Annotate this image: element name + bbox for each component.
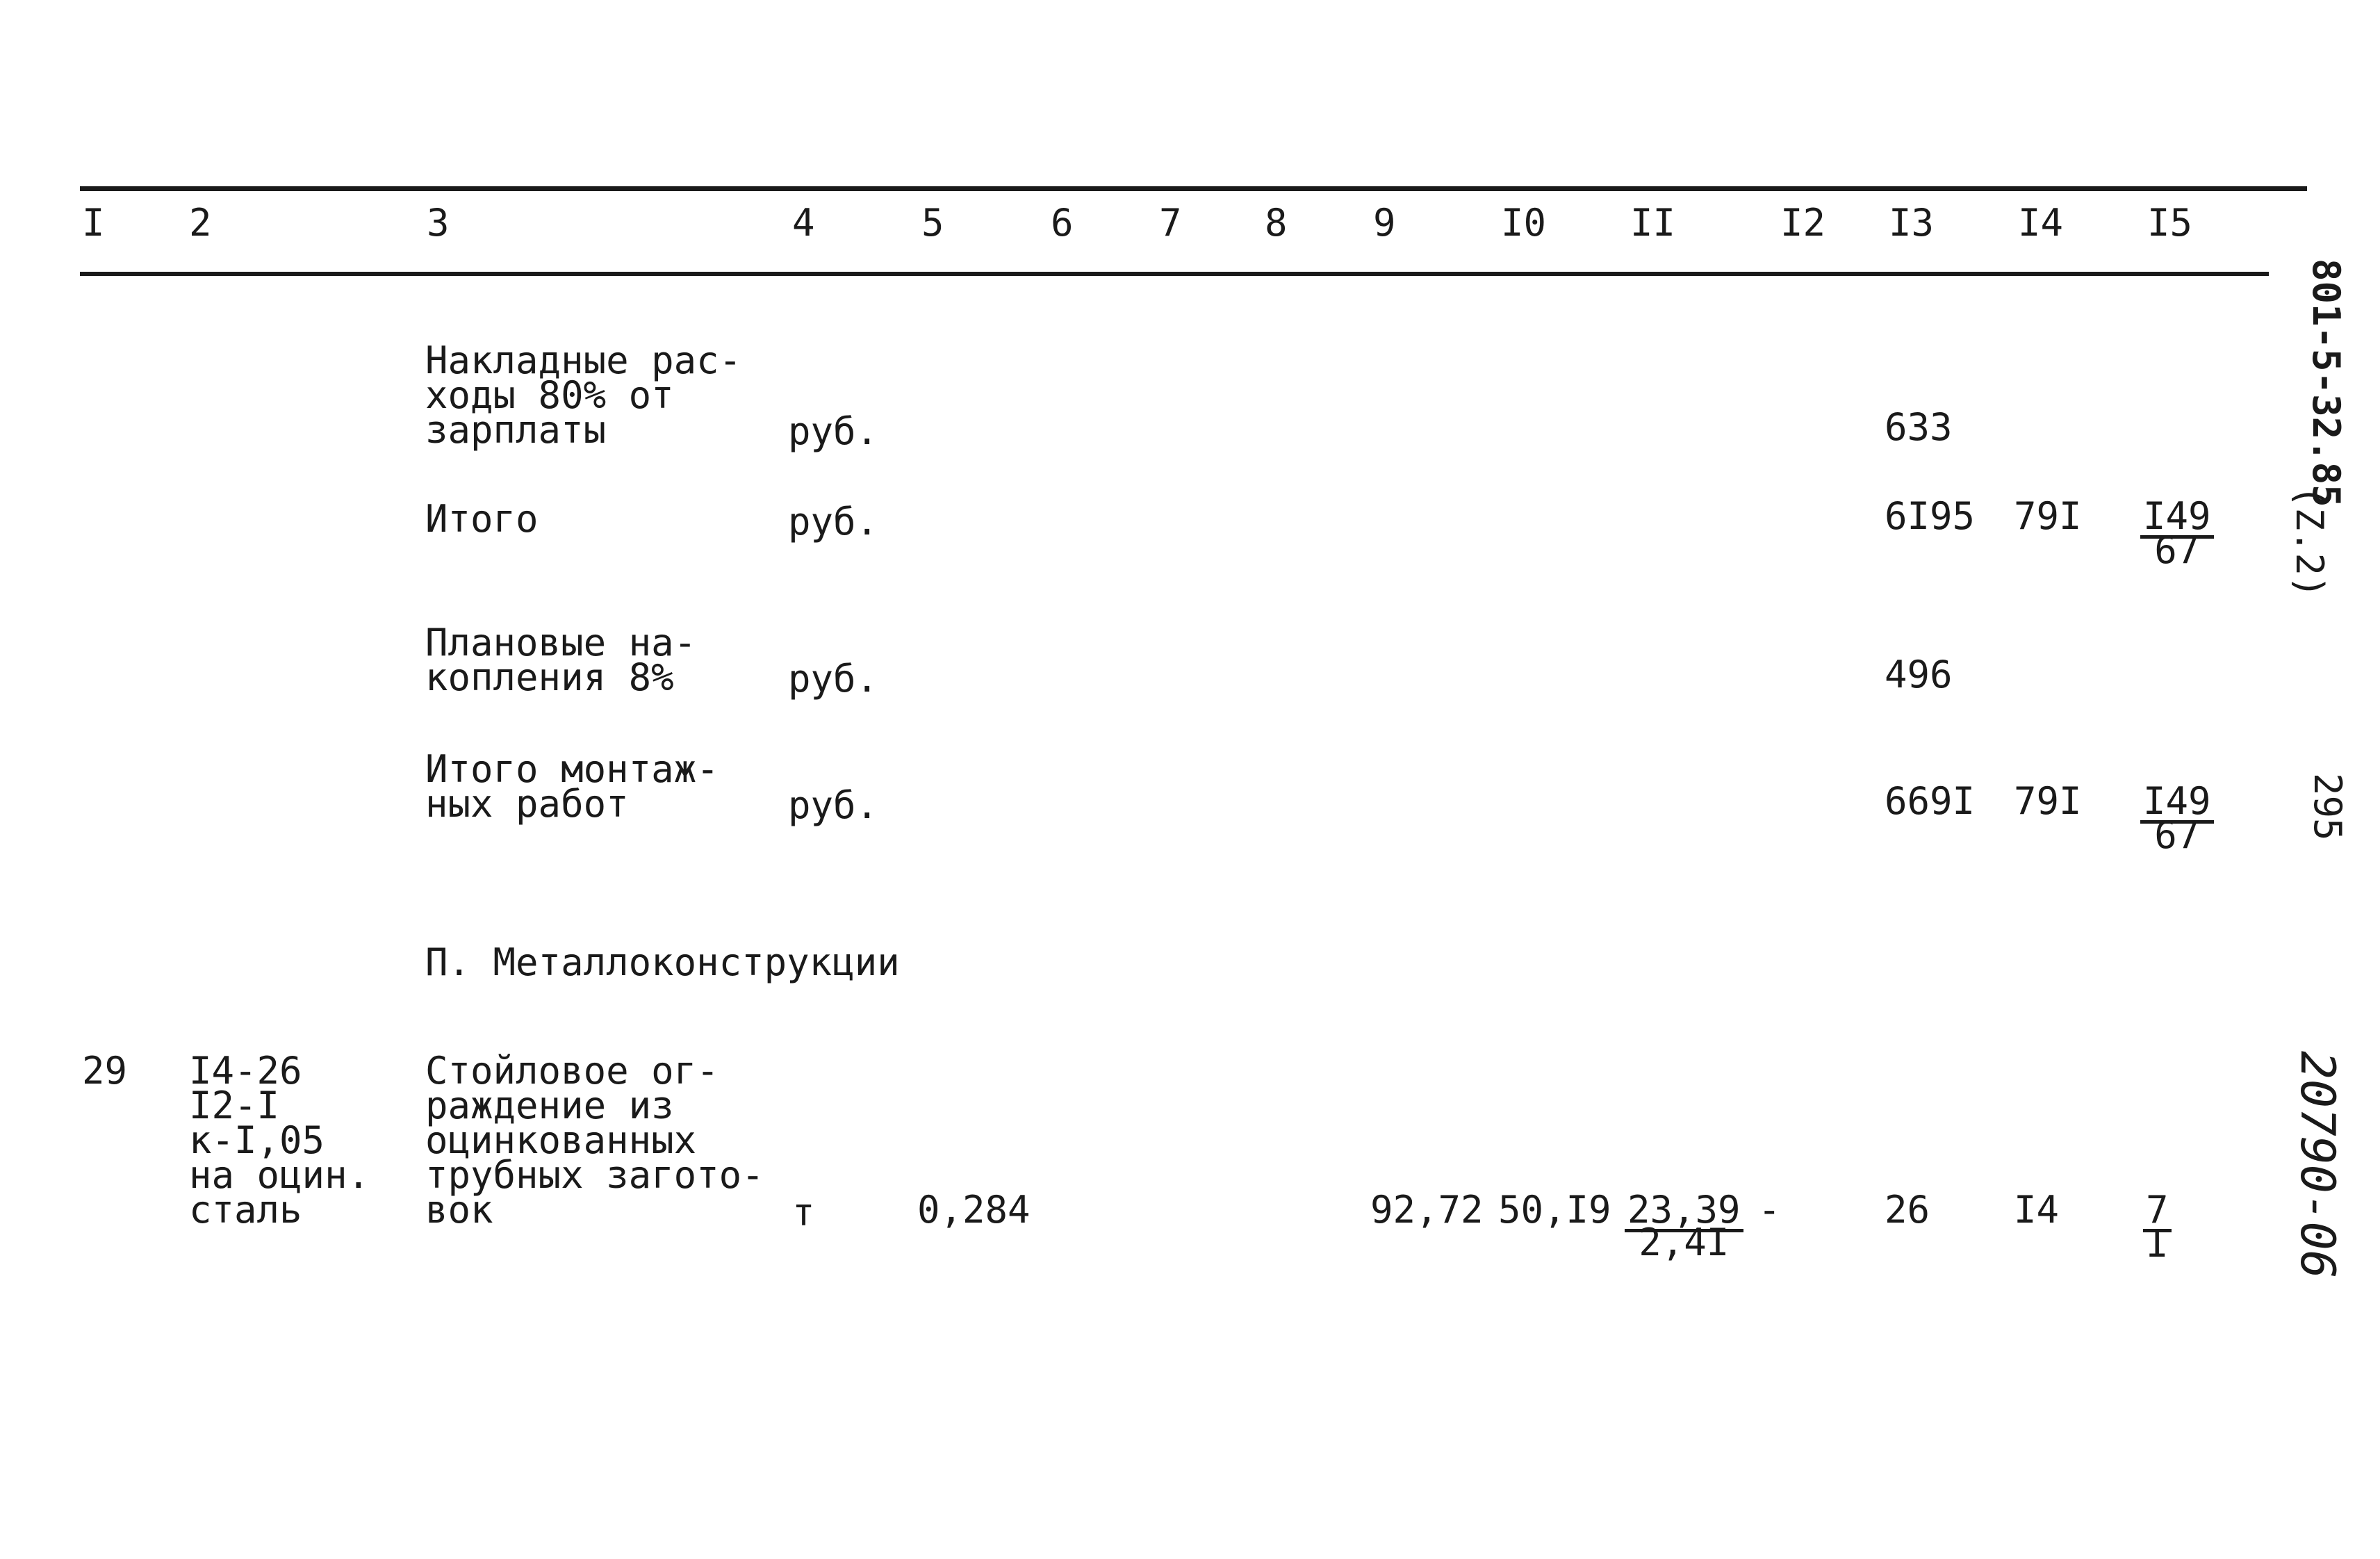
header-top-rule [80,186,2307,191]
fraction-denominator: 2,4I [1639,1221,1730,1264]
fraction-numerator: I49 [2140,499,2214,539]
document-code: 801-5-32.85 [2304,259,2348,507]
row-unit: руб. [788,657,879,701]
row-code-line: к-I,05 [189,1118,325,1162]
column-header-4: 4 [792,201,815,245]
row-value-col11-fraction [1625,1188,1743,1264]
row-name-line: Итого монтаж- [425,747,719,791]
row-name-line: копления 8% [425,655,674,699]
row-value-col15-fraction [2140,779,2214,857]
row-name-line: Накладные рас- [425,338,742,382]
row-name-line: оцинкованных [425,1118,697,1162]
row-unit: руб. [788,409,879,453]
row-name-line: Стойловое ог- [425,1049,719,1093]
row-value-col5: 0,284 [917,1188,1031,1232]
row-name: Итого [425,497,539,541]
row-value-col15-fraction [2143,1188,2172,1266]
column-header-12: I2 [1780,201,1826,245]
column-header-9: 9 [1373,201,1396,245]
row-value-col13: 6I95 [1885,494,1976,538]
column-header-2: 2 [189,201,212,245]
row-name-line: трубных загото- [425,1153,764,1197]
row-name-line: ных работ [425,782,629,826]
column-header-15: I5 [2147,201,2193,245]
fraction-denominator: I [2146,1222,2169,1266]
header-bottom-rule [80,272,2269,276]
column-header-1: I [82,201,105,245]
row-name-line: Плановые на- [425,621,697,664]
row-value-col10: 50,I9 [1498,1188,1611,1232]
row-code-line: I2-I [189,1084,280,1127]
row-name-line: вок [425,1188,493,1232]
row-value-col9: 92,72 [1370,1188,1484,1232]
row-name-line: раждение из [425,1084,674,1127]
fraction-numerator: 23,39 [1625,1193,1743,1232]
row-unit: руб. [788,500,879,544]
row-value-col14: I4 [2014,1188,2060,1232]
page-number: 295 [2306,773,2349,841]
row-value-col12: - [1758,1188,1781,1232]
row-code-line: I4-26 [189,1049,302,1093]
row-value-col13: 26 [1885,1188,1930,1232]
row-unit: руб. [788,783,879,827]
fraction-numerator: I49 [2140,784,2214,824]
column-header-7: 7 [1159,201,1182,245]
column-header-6: 6 [1051,201,1074,245]
row-name-line: ходы 80% от [425,373,674,417]
row-code-line: сталь [189,1188,302,1232]
fraction-denominator: 67 [2154,528,2200,572]
fraction-numerator: 7 [2143,1193,2172,1232]
column-header-8: 8 [1265,201,1288,245]
row-value-col13: 496 [1885,653,1953,696]
inventory-stamp: 20790-06 [2290,1051,2345,1279]
column-header-3: 3 [427,201,450,245]
column-header-11: II [1630,201,1676,245]
row-value-col13: 633 [1885,405,1953,449]
row-value-col14: 79I [2014,779,2082,823]
row-name-line: зарплаты [425,408,607,452]
row-value-col13: 669I [1885,779,1976,823]
row-number: 29 [82,1049,128,1093]
column-header-14: I4 [2018,201,2064,245]
section-heading: П. Металлоконструкции [425,940,900,984]
row-unit: т [792,1191,815,1234]
column-header-13: I3 [1889,201,1935,245]
row-value-col15-fraction [2140,494,2214,572]
row-code-line: на оцин. [189,1153,370,1197]
column-header-5: 5 [921,201,944,245]
part-label: (Z.2) [2288,485,2331,598]
fraction-denominator: 67 [2154,813,2200,857]
column-header-10: I0 [1501,201,1547,245]
row-value-col14: 79I [2014,494,2082,538]
